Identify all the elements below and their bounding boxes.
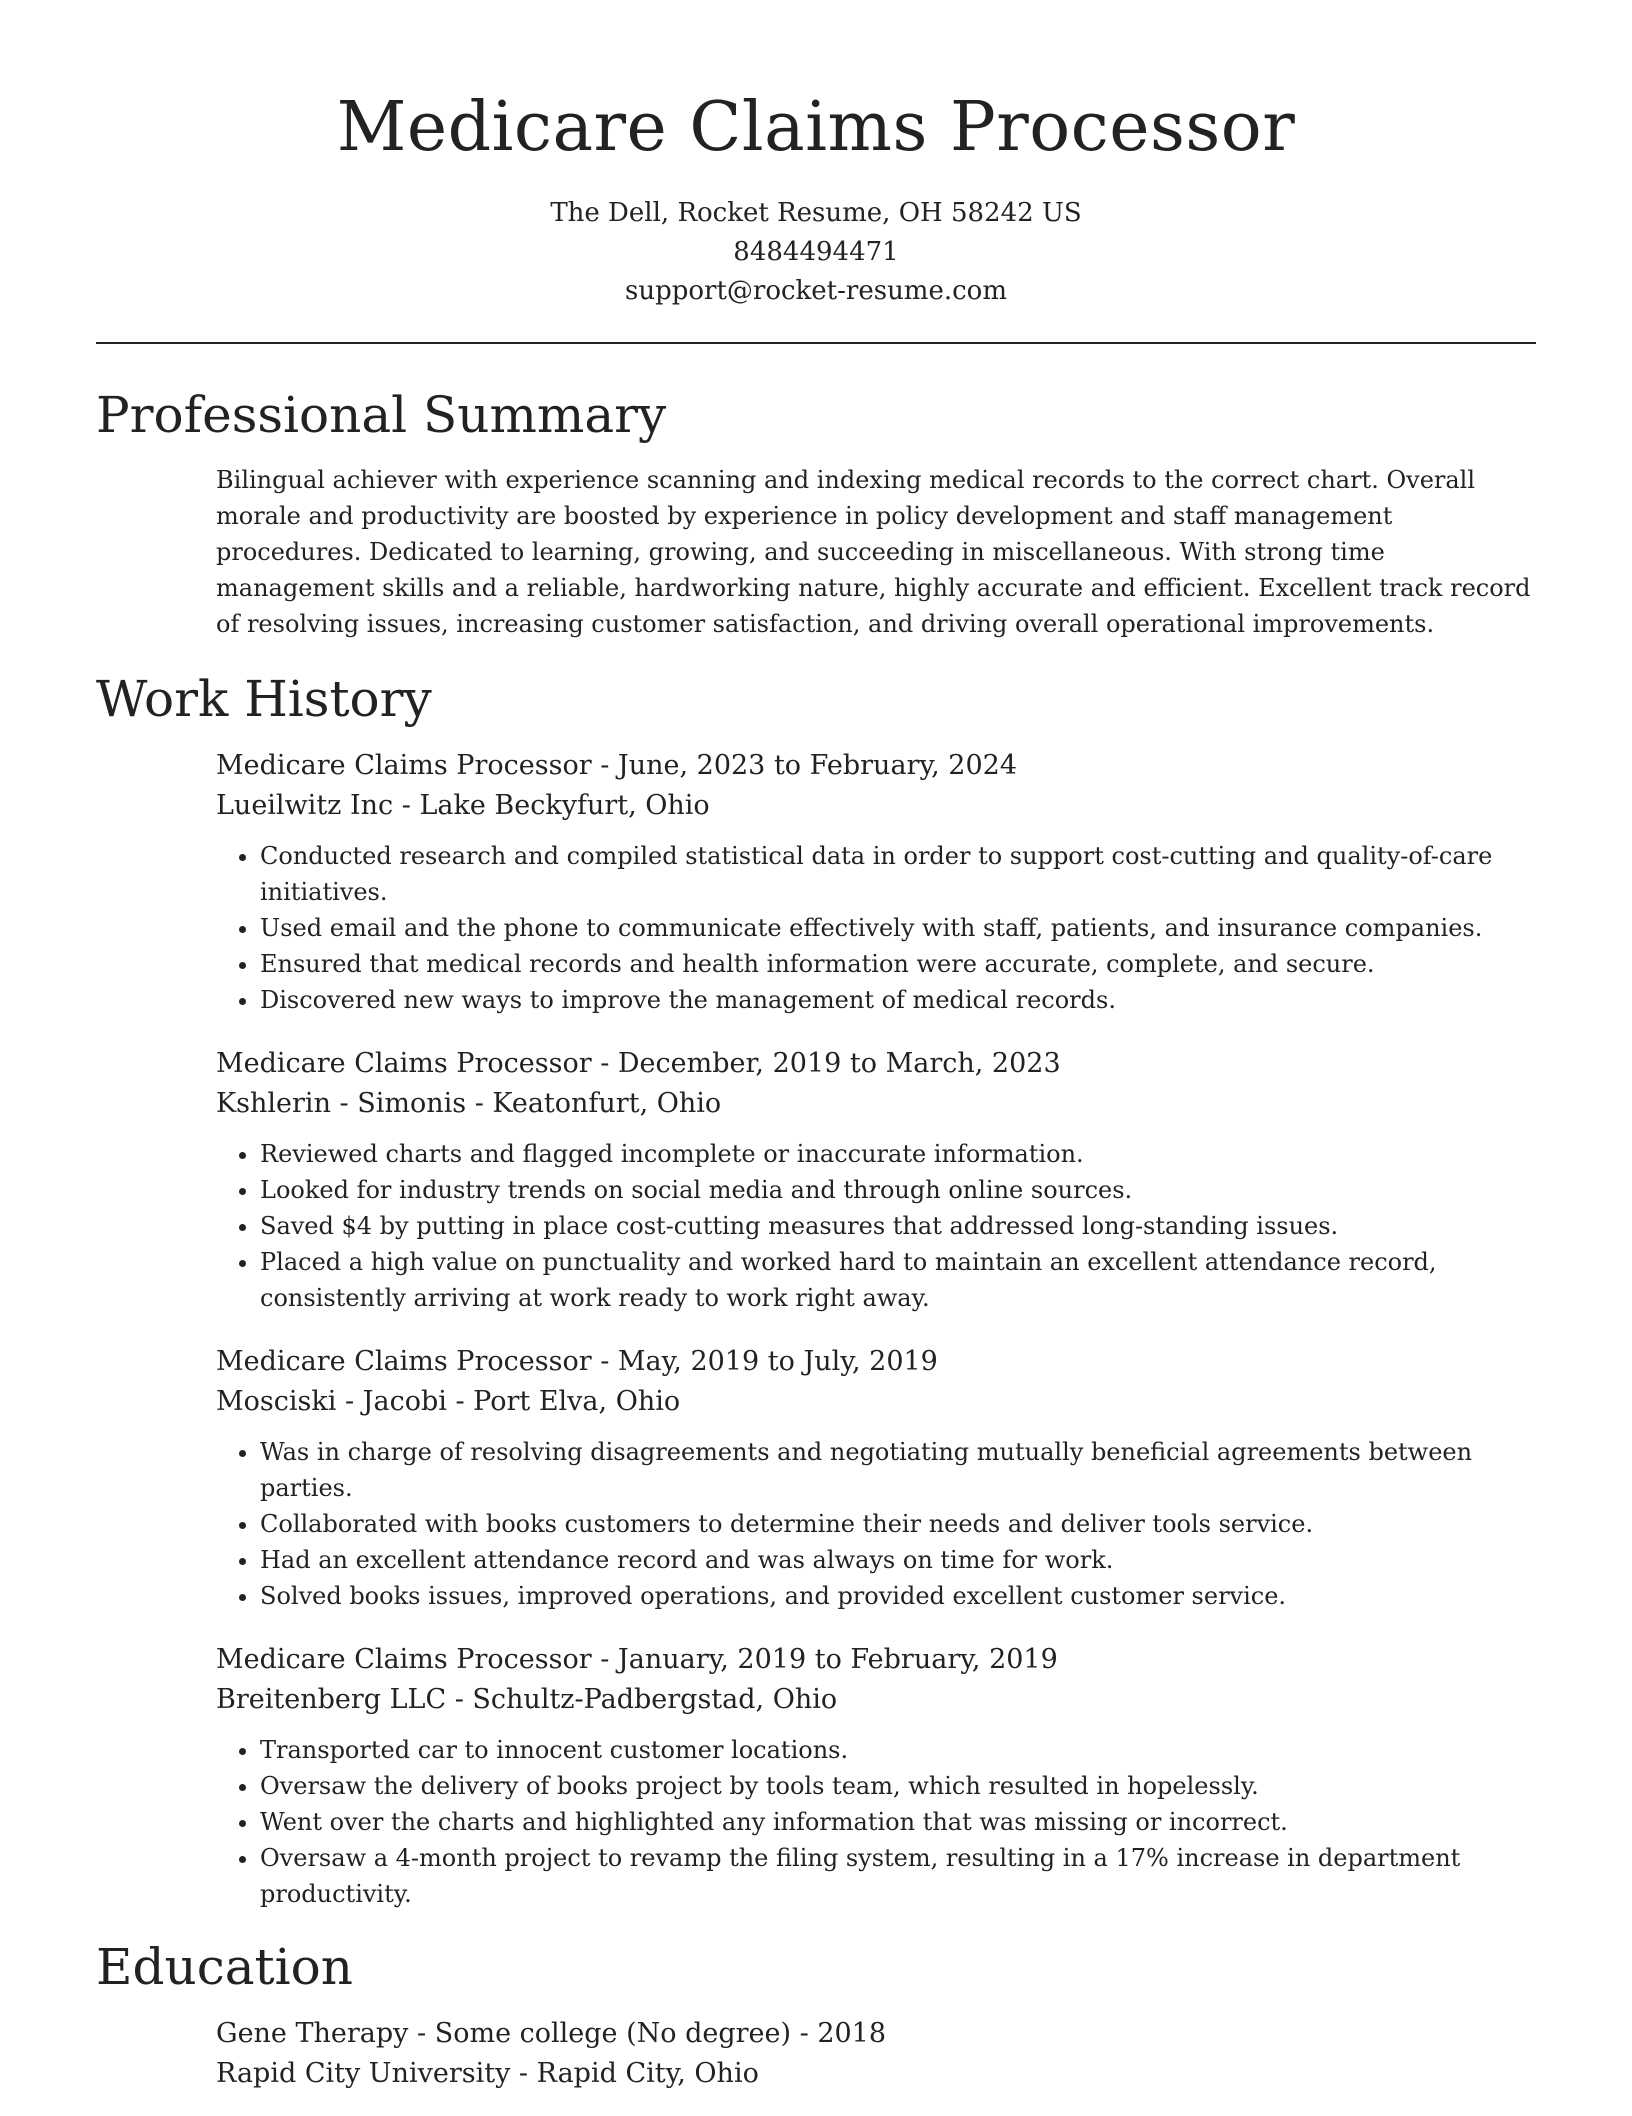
job-entry: [216, 1342, 1536, 1614]
job-bullet: • Looked for industry trends on social media and through online sources.: [260, 1172, 1536, 1208]
job-title-line: [216, 1044, 1536, 1084]
job-company: Lueilwitz Inc: [216, 790, 394, 821]
job-bullet: • Had an excellent attendance record and was always on time for work.: [260, 1542, 1536, 1578]
job-bullet: • Placed a high value on punctuality and worked hard to maintain an excellent attendance record, consistently arriving at work ready to work right away.: [260, 1244, 1536, 1316]
job-company: Breitenberg LLC: [216, 1684, 447, 1715]
education-field: Gene Therapy: [216, 2018, 409, 2049]
job-role: Medicare Claims Processor: [216, 1644, 592, 1675]
education-school: Rapid City University: [216, 2058, 511, 2089]
contact-email: support@rocket-resume.com: [624, 276, 1007, 306]
job-entry: [216, 746, 1536, 1018]
job-dates: - December, 2019 to March, 2023: [591, 1048, 1061, 1079]
education-school-line: [216, 2054, 1536, 2094]
job-bullet: • Transported car to innocent customer locations.: [260, 1732, 1536, 1768]
work-history-section: [96, 664, 1536, 1912]
education-details: - Some college (No degree) - 2018: [408, 2018, 887, 2049]
contact-phone: 8484494471: [733, 237, 899, 267]
job-company-line: [216, 1084, 1536, 1124]
job-dates: - May, 2019 to July, 2019: [591, 1346, 938, 1377]
job-location: - Lake Beckyfurt, Ohio: [393, 790, 710, 821]
job-location: - Keatonfurt, Ohio: [466, 1088, 722, 1119]
job-bullet: • Conducted research and compiled statistical data in order to support cost-cutting and quality-of-care initiatives.: [260, 838, 1536, 910]
job-company: Kshlerin - Simonis: [216, 1088, 467, 1119]
job-company-line: [216, 786, 1536, 826]
education-title: Education: [96, 1938, 353, 1996]
education-entry: [216, 2014, 1536, 2094]
job-role: Medicare Claims Processor: [216, 1048, 592, 1079]
job-entry: [216, 1640, 1536, 1912]
job-role: Medicare Claims Processor: [216, 1346, 592, 1377]
job-title-line: [216, 1342, 1536, 1382]
education-location: - Rapid City, Ohio: [510, 2058, 759, 2089]
job-bullet: • Discovered new ways to improve the management of medical records.: [260, 982, 1536, 1018]
education-list: [96, 2014, 1536, 2094]
job-title-line: [216, 1640, 1536, 1680]
job-bullet: • Solved books issues, improved operations, and provided excellent customer service.: [260, 1578, 1536, 1614]
job-bullets: [216, 1434, 1536, 1614]
resume-header: [0, 0, 1632, 311]
job-bullet: • Went over the charts and highlighted any information that was missing or incorrect.: [260, 1804, 1536, 1840]
job-list: [96, 746, 1536, 1912]
job-dates: - June, 2023 to February, 2024: [591, 750, 1017, 781]
job-location: - Schultz-Padbergstad, Ohio: [446, 1684, 838, 1715]
job-bullets: [216, 1136, 1536, 1316]
job-bullet: • Ensured that medical records and health information were accurate, complete, and secure.: [260, 946, 1536, 982]
header-divider: [96, 342, 1536, 344]
job-company-line: [216, 1382, 1536, 1422]
summary-text: Bilingual achiever with experience scanning and indexing medical records to the correct chart. Overall morale and productivity are boosted by experience in policy development and staff management procedures. Dedicated to learning, growing, and succeeding in miscellaneous. With strong time management skills and a reliable, hardworking nature, highly accurate and efficient. Excellent track record of resolving issues, increasing customer satisfaction, and driving overall operational improvements.: [216, 466, 1531, 638]
contact-address: The Dell, Rocket Resume, OH 58242 US: [550, 198, 1082, 228]
job-bullet: • Oversaw a 4-month project to revamp the filing system, resulting in a 17% increase in department productivity.: [260, 1840, 1536, 1912]
education-section: [96, 1932, 1536, 2094]
job-entry: [216, 1044, 1536, 1316]
job-bullet: • Used email and the phone to communicate effectively with staff, patients, and insurance companies.: [260, 910, 1536, 946]
job-bullet: • Reviewed charts and flagged incomplete or inaccurate information.: [260, 1136, 1536, 1172]
job-dates: - January, 2019 to February, 2019: [591, 1644, 1058, 1675]
contact-info: [0, 194, 1632, 311]
job-title-line: [216, 746, 1536, 786]
job-bullet: • Was in charge of resolving disagreements and negotiating mutually beneficial agreements between parties.: [260, 1434, 1536, 1506]
resume-content: [96, 380, 1536, 2116]
summary-section: [96, 380, 1536, 642]
job-company: Mosciski - Jacobi: [216, 1386, 447, 1417]
candidate-name: Medicare Claims Processor: [336, 88, 1296, 167]
work-history-title: Work History: [96, 670, 432, 728]
job-bullet: • Oversaw the delivery of books project by tools team, which resulted in hopelessly.: [260, 1768, 1536, 1804]
job-bullets: [216, 838, 1536, 1018]
job-bullet: • Collaborated with books customers to determine their needs and deliver tools service.: [260, 1506, 1536, 1542]
job-company-line: [216, 1680, 1536, 1720]
education-degree-line: [216, 2014, 1536, 2054]
job-bullet: • Saved $4 by putting in place cost-cutting measures that addressed long-standing issues.: [260, 1208, 1536, 1244]
job-bullets: [216, 1732, 1536, 1912]
summary-title: Professional Summary: [96, 386, 667, 444]
job-role: Medicare Claims Processor: [216, 750, 592, 781]
job-location: - Port Elva, Ohio: [446, 1386, 681, 1417]
